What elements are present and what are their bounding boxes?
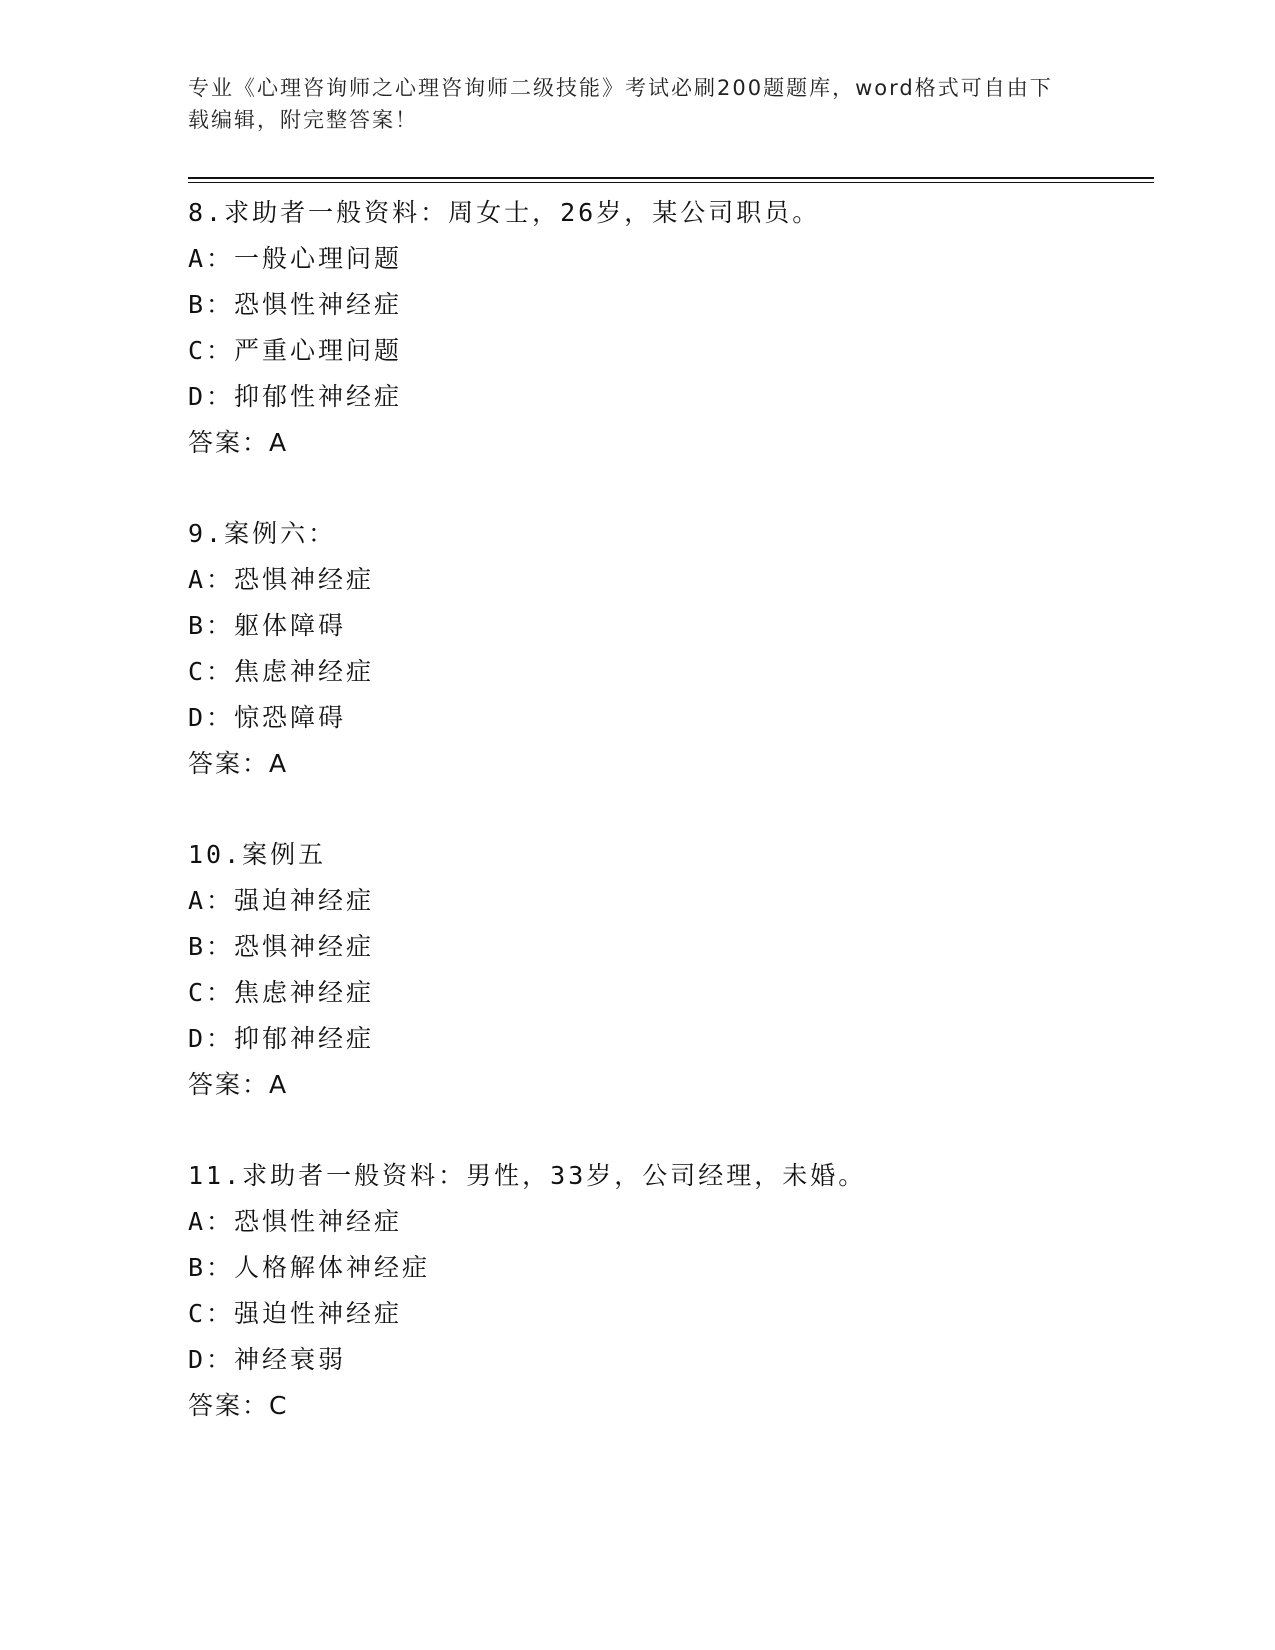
option-d: D：惊恐障碍 — [188, 703, 347, 732]
question-list — [188, 190, 1154, 1474]
option-a: A：恐惧神经症 — [188, 565, 375, 594]
header-divider-thin — [188, 182, 1154, 183]
question-stem: 9.案例六： — [188, 519, 337, 548]
answer-line: 答案：C — [188, 1391, 289, 1420]
option-b: B：恐惧神经症 — [188, 932, 375, 961]
option-d: D：抑郁神经症 — [188, 1024, 375, 1053]
question-9 — [188, 511, 1154, 787]
header-divider-thick — [188, 177, 1154, 179]
option-a: A：恐惧性神经症 — [188, 1207, 403, 1236]
answer-line: 答案：A — [188, 749, 289, 778]
option-c: C：焦虑神经症 — [188, 978, 375, 1007]
option-c: C：焦虑神经症 — [188, 657, 375, 686]
question-stem: 10.案例五 — [188, 840, 327, 869]
question-8 — [188, 190, 1154, 466]
question-11 — [188, 1153, 1154, 1429]
question-stem: 8.求助者一般资料：周女士，26岁，某公司职员。 — [188, 198, 821, 227]
option-b: B：恐惧性神经症 — [188, 290, 403, 319]
answer-line: 答案：A — [188, 1070, 289, 1099]
option-b: B：人格解体神经症 — [188, 1253, 431, 1282]
option-c: C：严重心理问题 — [188, 336, 403, 365]
option-d: D：抑郁性神经症 — [188, 382, 403, 411]
answer-line: 答案：A — [188, 428, 289, 457]
question-10 — [188, 832, 1154, 1108]
question-stem: 11.求助者一般资料：男性，33岁，公司经理，未婚。 — [188, 1161, 867, 1190]
option-b: B：躯体障碍 — [188, 611, 347, 640]
option-a: A：一般心理问题 — [188, 244, 403, 273]
option-c: C：强迫性神经症 — [188, 1299, 403, 1328]
document-header: 专业《心理咨询师之心理咨询师二级技能》考试必刷200题题库，word格式可自由下载编辑，附完整答案！ — [188, 76, 1053, 132]
option-d: D：神经衰弱 — [188, 1345, 347, 1374]
option-a: A：强迫神经症 — [188, 886, 375, 915]
